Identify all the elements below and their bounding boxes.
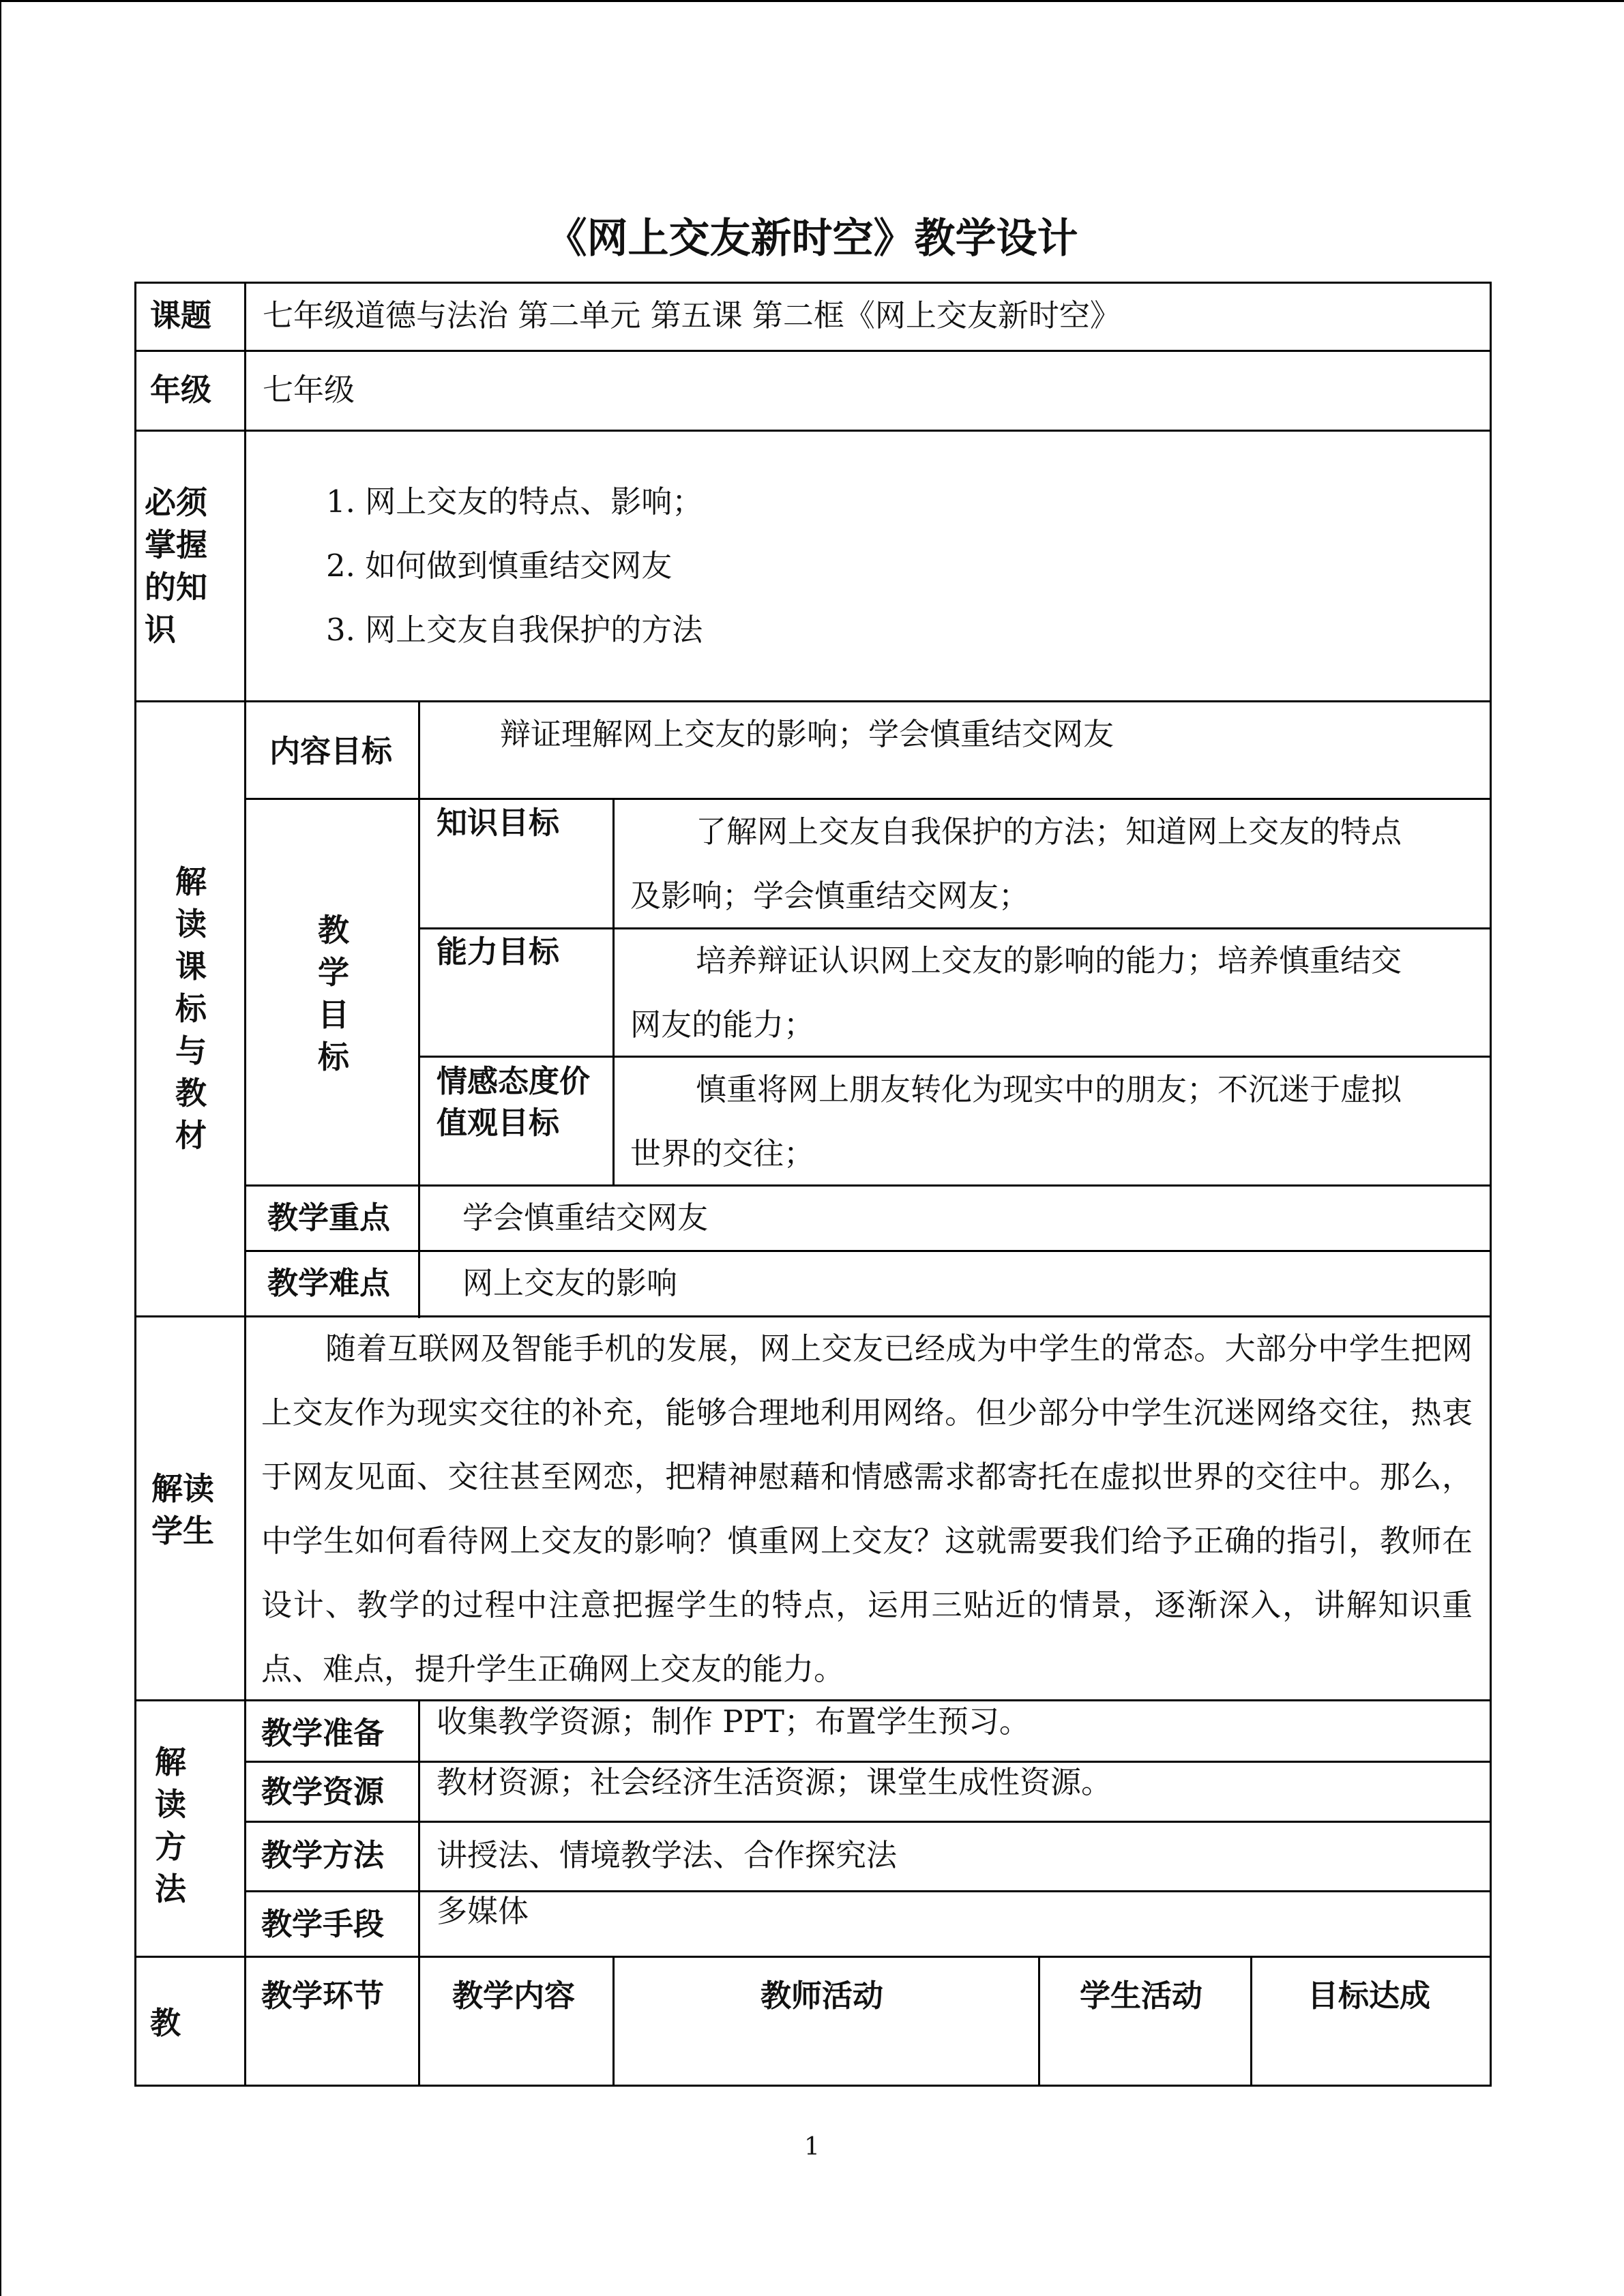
knowledge-label: 必须掌握的知识 — [145, 484, 207, 648]
students-text: 随着互联网及智能手机的发展，网上交友已经成为中学生的常态。大部分中学生把网上交友作为现实交往的补充，能够合理地利用网络。但少部分中学生沉迷网络交往，热衷于网友见面、交往甚至网恋，把精神慰藉和情感需求都寄托在虚拟世界的交往中。那么，中学生如何看待网上交友的影响？慎重网上交友？这就需要我们给予正确的指引，教师在设计、教学的过程中注意把握学生的特点，运用三贴近的情景，逐渐深入，讲解知识重点、难点，提升学生正确网上交友的能力。 — [261, 1330, 1473, 1687]
students-label-1: 解读 — [151, 1470, 214, 1507]
ability-goal-line2: 网友的能力； — [630, 1007, 815, 1043]
knowledge-item-1: 1. 网上交友的特点、影响； — [326, 483, 703, 520]
knowledge-item-3: 3. 网上交友自我保护的方法 — [326, 612, 703, 648]
process-header-goal: 目标达成 — [1308, 1978, 1431, 2014]
difficult-point-value: 网上交友的影响 — [462, 1265, 678, 1301]
ability-goal-line1: 培养辩证认识网上交友的影响的能力；培养慎重结交 — [696, 942, 1402, 979]
teaching-goal-label: 教学目标 — [318, 912, 349, 1075]
knowledge-goal-line2: 及影响；学会慎重结交网友； — [630, 878, 1030, 914]
key-point-label: 教学重点 — [267, 1199, 391, 1236]
knowledge-item-2: 2. 如何做到慎重结交网友 — [326, 548, 673, 584]
methods-label: 解读方法 — [155, 1744, 186, 1907]
grade-label: 年级 — [150, 372, 212, 408]
process-header-stage: 教学环节 — [261, 1978, 385, 2014]
knowledge-goal-label: 知识目标 — [437, 805, 560, 841]
content-goal-label: 内容目标 — [269, 733, 393, 769]
method-row-value-1: 收集教学资源；制作 PPT；布置学生预习。 — [437, 1703, 1030, 1740]
topic-value: 七年级道德与法治 第二单元 第五课 第二框《网上交友新时空》 — [263, 297, 1121, 333]
method-row-value-2: 教材资源；社会经济生活资源；课堂生成性资源。 — [437, 1764, 1112, 1800]
students-label-2: 学生 — [151, 1512, 214, 1549]
process-header-student: 学生活动 — [1080, 1978, 1203, 2014]
page-title: 《网上交友新时空》教学设计 — [546, 215, 1078, 263]
method-row-label-1: 教学准备 — [261, 1715, 385, 1751]
grade-value: 七年级 — [263, 372, 355, 408]
difficult-point-label: 教学难点 — [267, 1265, 391, 1301]
process-header-content: 教学内容 — [452, 1978, 576, 2014]
method-row-value-4: 多媒体 — [437, 1893, 529, 1929]
process-header-teacher: 教师活动 — [761, 1978, 884, 2014]
knowledge-goal-line1: 了解网上交友自我保护的方法；知道网上交友的特点 — [696, 814, 1402, 850]
page-number: 1 — [804, 2133, 820, 2161]
method-row-label-2: 教学资源 — [261, 1774, 385, 1810]
attitude-goal-line1: 慎重将网上朋友转化为现实中的朋友；不沉迷于虚拟 — [696, 1071, 1402, 1107]
key-point-value: 学会慎重结交网友 — [462, 1199, 709, 1236]
content-goal-value: 辩证理解网上交友的影响；学会慎重结交网友 — [500, 716, 1114, 752]
attitude-goal-line2: 世界的交往； — [630, 1135, 815, 1172]
method-row-label-4: 教学手段 — [261, 1906, 385, 1942]
ability-goal-label: 能力目标 — [437, 934, 560, 970]
topic-label: 课题 — [150, 297, 212, 333]
attitude-goal-label-2: 值观目标 — [437, 1105, 560, 1141]
method-row-label-3: 教学方法 — [261, 1837, 385, 1873]
process-label: 教 — [150, 2005, 181, 2041]
curriculum-label: 解读课标与教材 — [175, 863, 207, 1154]
method-row-value-3: 讲授法、情境教学法、合作探究法 — [437, 1837, 898, 1873]
attitude-goal-label-1: 情感态度价 — [437, 1063, 591, 1099]
